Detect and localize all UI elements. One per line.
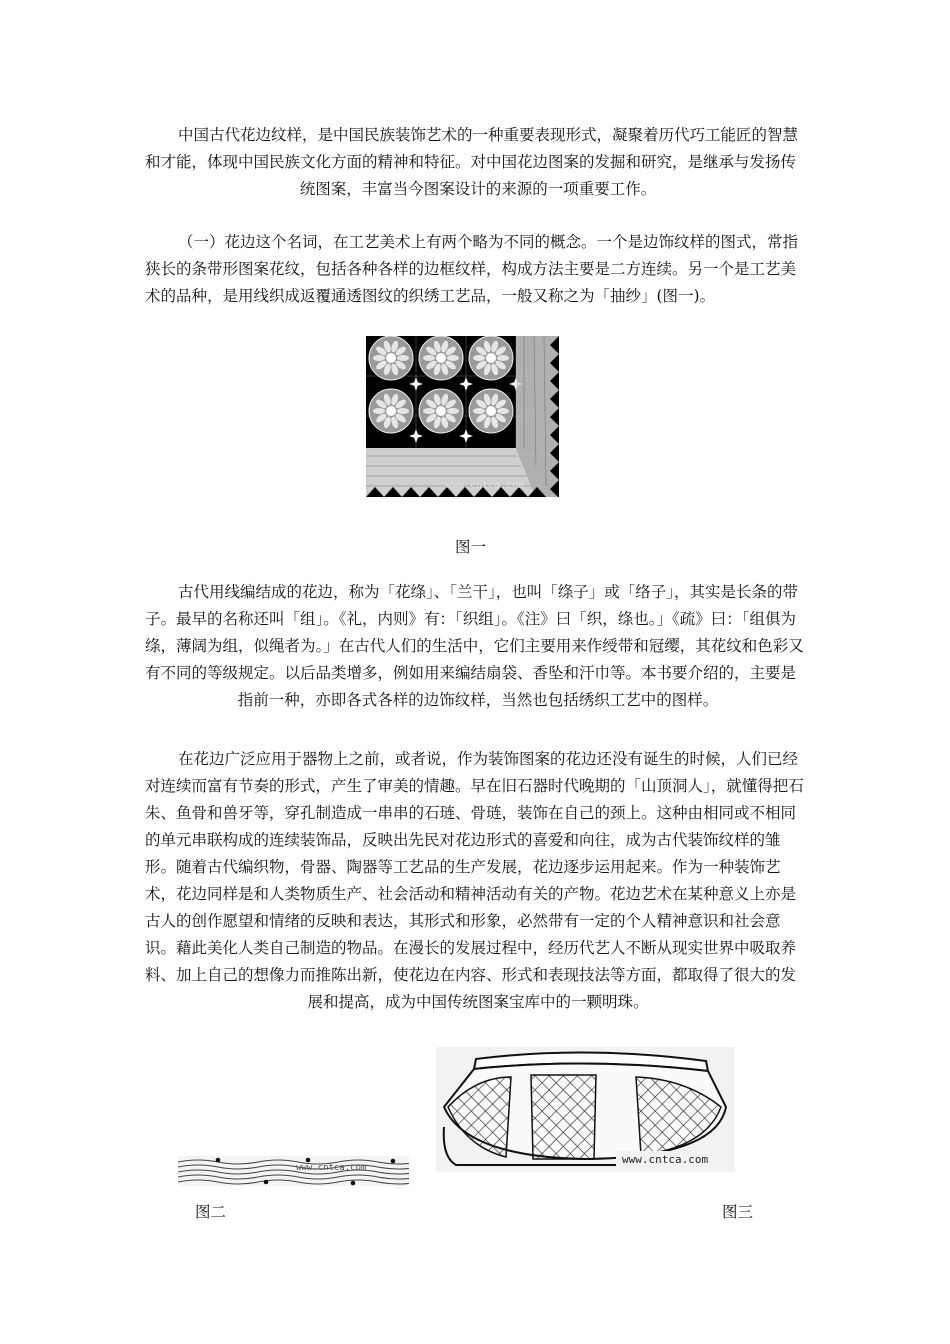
figure-3-net-pottery-image (436, 1047, 735, 1172)
figure-3-caption: 图三 (722, 1203, 754, 1221)
paragraph-history: 古代用线编结成的花边，称为「花绦」、「兰干」，也叫「绦子」或「络子」，其实是长条的带子。最早的名称还叫「组」。《礼，内则》有：「织组」。《注》曰「织，绦也。」《疏》曰：「组俱为绦，薄阔为组，似绳者为。」在古代人们的生活中，它们主要用来作绶带和冠缨，其花纹和色彩又有不同的等级规定。以后品类增多，例如用来编结扇袋、香坠和汗巾等。本书要介绍的，主要是指前一种，亦即各式各样的边饰纹样，当然也包括绣织工艺中的图样。 (145, 583, 804, 709)
watermark-text: www.cntca.com (622, 1153, 709, 1166)
paragraph-definition: （一）花边这个名词，在工艺美术上有两个略为不同的概念。一个是边饰纹样的图式，常指狭长的条带形图案花纹，包括各种各样的边框纹样，构成方法主要是二方连续。另一个是工艺美术的品种，是用线织成返覆通透图纹的织绣工艺品，一般又称之为「抽纱」(图一)。 (145, 233, 799, 305)
lace-illustration (366, 336, 559, 497)
paragraph-intro: 中国古代花边纹样，是中国民族装饰艺术的一种重要表现形式，凝聚着历代巧工能匠的智慧和才能，体现中国民族文化方面的精神和特征。对中国花边图案的发掘和研究，是继承与发扬传统图案，丰富当今图案设计的来源的一项重要工作。 (145, 126, 799, 198)
figure-1-caption: 图一 (455, 538, 487, 556)
figure-1-lace-image (366, 336, 559, 497)
bead-border-illustration (178, 1156, 409, 1186)
figure-2-bead-border-image (178, 1156, 409, 1186)
net-pottery-illustration (436, 1047, 735, 1172)
watermark-text: www.cntca.com (446, 480, 525, 491)
watermark-text: www.cntca.com (296, 1163, 367, 1173)
figure-2-caption: 图二 (195, 1203, 227, 1221)
paragraph-origins: 在花边广泛应用于器物上之前，或者说，作为装饰图案的花边还没有诞生的时候，人们已经对连续而富有节奏的形式，产生了审美的情趣。早在旧石器时代晚期的「山顶洞人」，就懂得把石朱、鱼骨和兽牙等，穿孔制造成一串串的石琏、骨琏，装饰在自己的颈上。这种由相同或不相同的单元串联构成的连续装饰品，反映出先民对花边形式的喜爱和向往，成为古代装饰纹样的雏形。随着古代编织物，骨器、陶器等工艺品的生产发展，花边逐步运用起来。作为一种装饰艺术，花边同样是和人类物质生产、社会活动和精神活动有关的产物。花边艺术在某种意义上亦是古人的创作愿望和情绪的反映和表达，其形式和形象，必然带有一定的个人精神意识和社会意识。藉此美化人类自己制造的物品。在漫长的发展过程中，经历代艺人不断从现实世界中吸取养料、加上自己的想像力而推陈出新，使花边在内容、形式和表现技法等方面，都取得了很大的发展和提高，成为中国传统图案宝库中的一颗明珠。 (145, 750, 804, 1011)
